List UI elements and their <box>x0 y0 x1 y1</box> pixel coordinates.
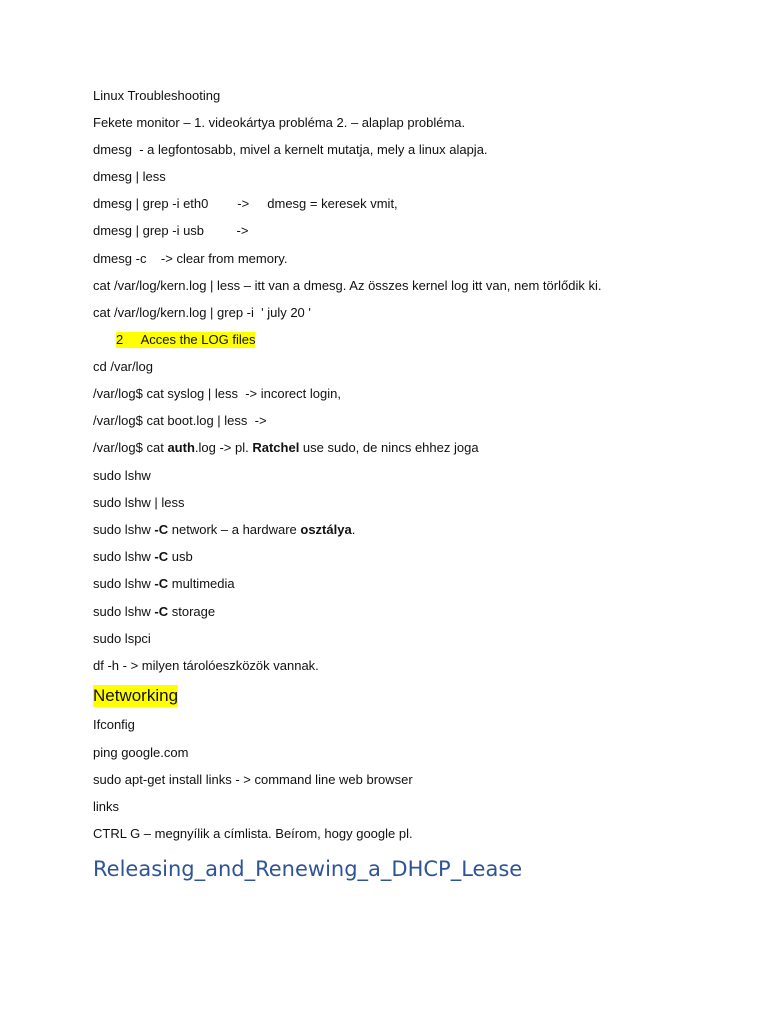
list-number: 2 <box>116 332 124 347</box>
text-line: /var/log$ cat syslog | less -> incorect login, <box>93 386 341 401</box>
bold-span: -C <box>154 576 169 591</box>
bold-span: -C <box>154 522 169 537</box>
lshw-usb-line <box>93 549 193 565</box>
text-line: sudo lspci <box>93 631 151 646</box>
text-span: /var/log$ cat <box>93 440 168 455</box>
text-line: cd /var/log <box>93 359 153 374</box>
text-line: cat /var/log/kern.log | grep -i ' july 20 ' <box>93 305 311 320</box>
bold-span: Ratchel <box>252 440 300 455</box>
text-line: sudo lshw <box>93 468 151 483</box>
text-line: dmesg | grep -i eth0 -> dmesg = keresek vmit, <box>93 196 398 211</box>
networking-heading: Networking <box>93 686 179 705</box>
text-line: links <box>93 799 120 814</box>
auth-line <box>93 440 479 456</box>
text-line: dmesg | grep -i usb -> <box>93 223 249 238</box>
text-line: dmesg - a legfontosabb, mivel a kernelt mutatja, mely a linux alapja. <box>93 142 488 157</box>
lshw-network-line <box>93 522 355 538</box>
text-span: sudo lshw <box>93 604 155 619</box>
text-span: sudo lshw <box>93 549 155 564</box>
lshw-storage-line <box>93 604 215 620</box>
text-span: use sudo, de nincs ehhez joga <box>299 440 479 455</box>
text-line: dmesg | less <box>93 169 166 184</box>
bold-span: -C <box>154 604 169 619</box>
text-line: cat /var/log/kern.log | less – itt van a dmesg. Az összes kernel log itt van, nem törlődik ki. <box>93 278 602 293</box>
text-span: .log -> pl. <box>194 440 253 455</box>
list-text: Acces the LOG files <box>140 332 256 347</box>
text-line: Ifconfig <box>93 717 135 732</box>
text-line: Fekete monitor – 1. videokártya probléma 2. – alaplap probléma. <box>93 115 466 130</box>
bold-span: -C <box>154 549 169 564</box>
text-span: multimedia <box>168 576 235 591</box>
text-line: sudo lshw | less <box>93 495 185 510</box>
text-line: df -h - > milyen tárolóeszközök vannak. <box>93 658 319 673</box>
text-span: usb <box>168 549 193 564</box>
dhcp-heading: Releasing_and_Renewing_a_DHCP_Lease <box>93 857 523 881</box>
text-span: sudo lshw <box>93 576 155 591</box>
bold-span: auth <box>167 440 195 455</box>
text-span: . <box>351 522 356 537</box>
text-span: sudo lshw <box>93 522 155 537</box>
list-item-access-logs <box>116 332 255 348</box>
text-line: dmesg -c -> clear from memory. <box>93 251 288 266</box>
text-span: network – a hardware <box>168 522 301 537</box>
lshw-multimedia-line <box>93 576 235 592</box>
text-span: storage <box>168 604 216 619</box>
text-line: /var/log$ cat boot.log | less -> <box>93 413 267 428</box>
text-line: sudo apt-get install links - > command line web browser <box>93 772 413 787</box>
doc-title: Linux Troubleshooting <box>93 88 221 103</box>
text-line: CTRL G – megnyílik a címlista. Beírom, hogy google pl. <box>93 826 413 841</box>
text-line: ping google.com <box>93 745 189 760</box>
bold-span: osztálya <box>300 522 352 537</box>
